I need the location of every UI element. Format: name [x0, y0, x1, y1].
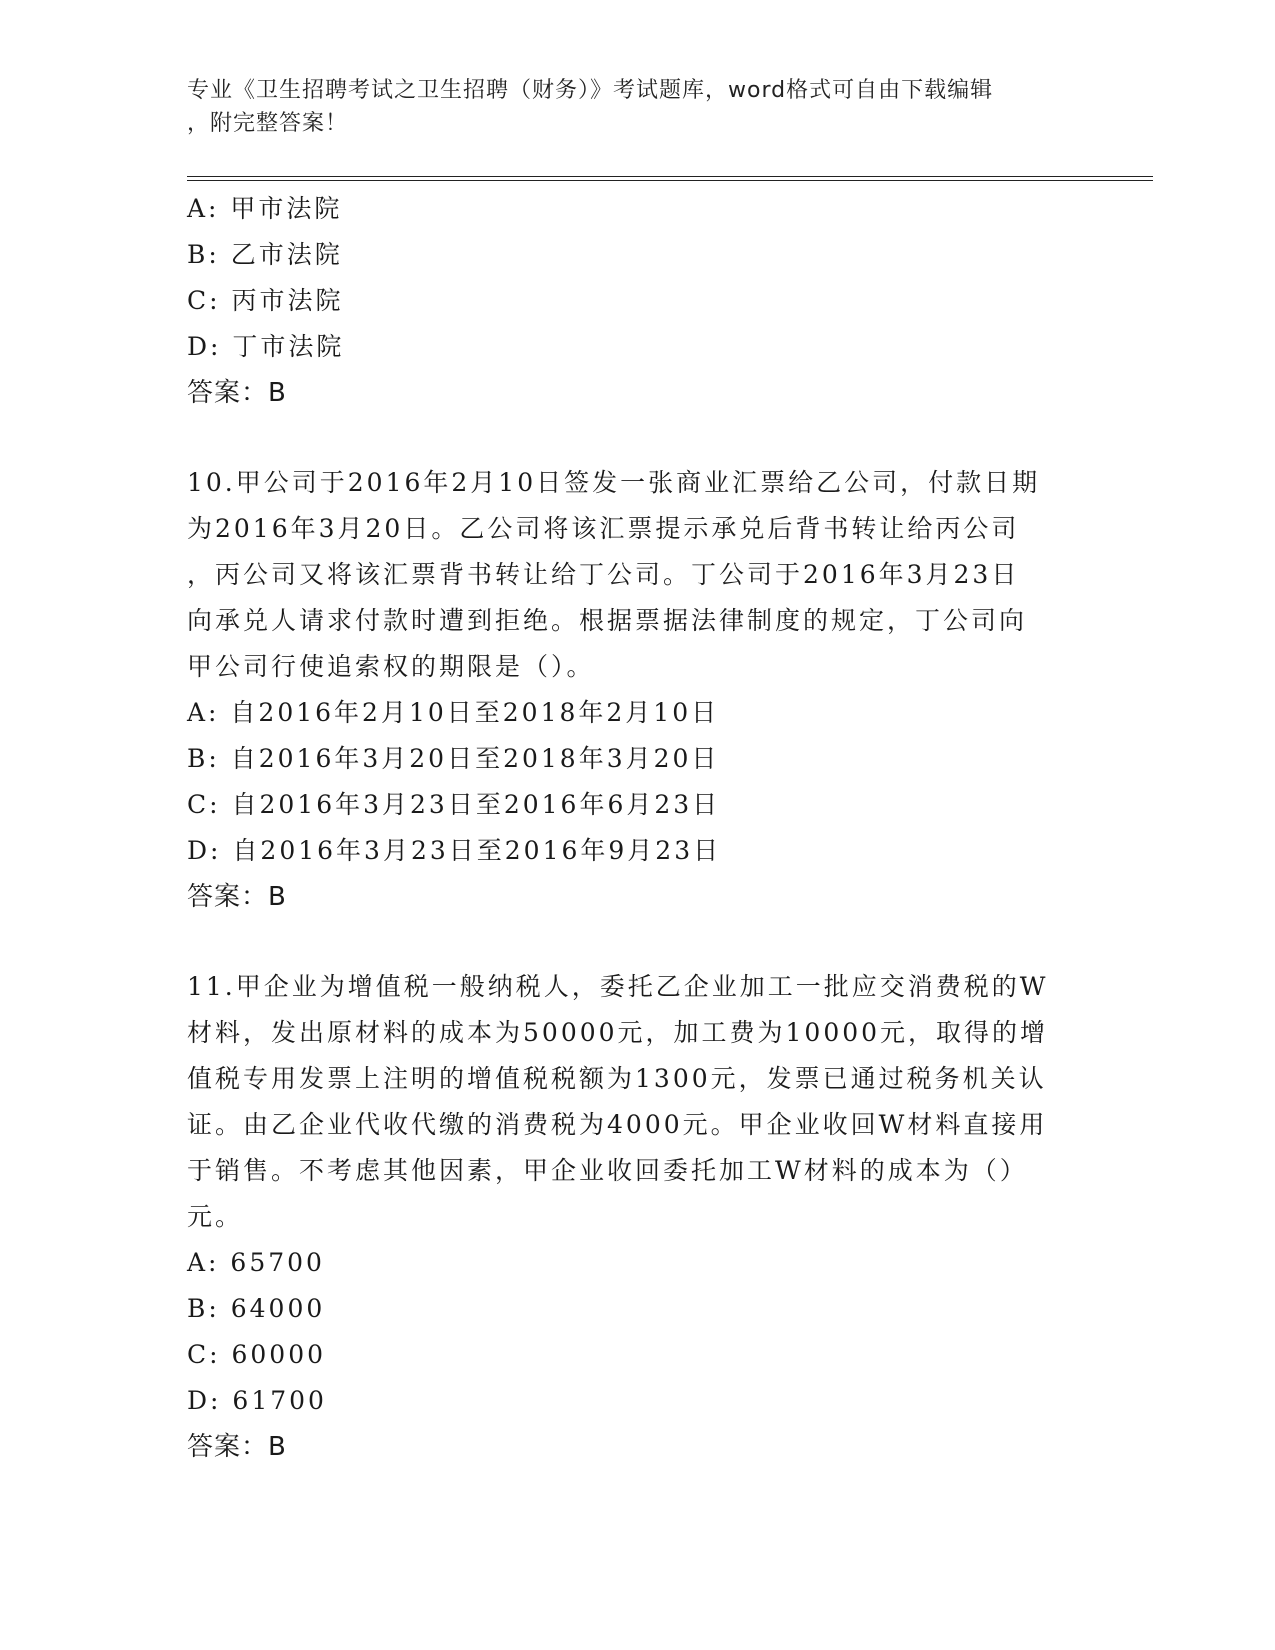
question-9 — [187, 186, 1087, 416]
stem-line: 向承兑人请求付款时遭到拒绝。根据票据法律制度的规定，丁公司向 — [187, 606, 1028, 635]
stem-line: 于销售。不考虑其他因素，甲企业收回委托加工W材料的成本为（） — [187, 1156, 1028, 1185]
option-a: A: 自2016年2月10日至2018年2月10日 — [187, 698, 720, 727]
stem-line: 值税专用发票上注明的增值税税额为1300元，发票已通过税务机关认 — [187, 1064, 1047, 1093]
option-b: B: 乙市法院 — [187, 240, 343, 269]
stem-line: 11.甲企业为增值税一般纳税人，委托乙企业加工一批应交消费税的W — [187, 972, 1049, 1001]
stem-line: 甲公司行使追索权的期限是（）。 — [187, 652, 595, 681]
question-stem — [187, 964, 1067, 1240]
stem-line: 为2016年3月20日。乙公司将该汇票提示承兑后背书转让给丙公司 — [187, 514, 1020, 543]
header-divider-top — [187, 176, 1153, 177]
option-d: D: 丁市法院 — [187, 332, 345, 361]
header-line-2: ，附完整答案！ — [187, 111, 349, 136]
answer-line: 答案：B — [187, 882, 287, 912]
answer-line: 答案：B — [187, 378, 287, 408]
option-c: C: 60000 — [187, 1340, 327, 1369]
document-header — [187, 74, 1067, 140]
question-10 — [187, 460, 1087, 920]
option-b: B: 64000 — [187, 1294, 326, 1323]
stem-line: 证。由乙企业代收代缴的消费税为4000元。甲企业收回W材料直接用 — [187, 1110, 1048, 1139]
stem-line: 10.甲公司于2016年2月10日签发一张商业汇票给乙公司，付款日期 — [187, 468, 1041, 497]
question-list — [187, 186, 1087, 1470]
option-c: C: 丙市法院 — [187, 286, 344, 315]
question-11 — [187, 964, 1087, 1470]
answer-line: 答案：B — [187, 1432, 287, 1462]
option-b: B: 自2016年3月20日至2018年3月20日 — [187, 744, 720, 773]
stem-line: 材料，发出原材料的成本为50000元，加工费为10000元，取得的增 — [187, 1018, 1049, 1047]
question-stem — [187, 460, 1067, 690]
header-line-1: 专业《卫生招聘考试之卫生招聘（财务）》考试题库，word格式可自由下载编辑 — [187, 78, 994, 103]
option-a: A: 甲市法院 — [187, 194, 343, 223]
option-a: A: 65700 — [187, 1248, 325, 1277]
option-c: C: 自2016年3月23日至2016年6月23日 — [187, 790, 721, 819]
header-divider-bottom — [187, 180, 1153, 181]
option-d: D: 61700 — [187, 1386, 327, 1415]
option-d: D: 自2016年3月23日至2016年9月23日 — [187, 836, 722, 865]
stem-line: 元。 — [187, 1202, 244, 1231]
stem-line: ，丙公司又将该汇票背书转让给丁公司。丁公司于2016年3月23日 — [187, 560, 1020, 589]
